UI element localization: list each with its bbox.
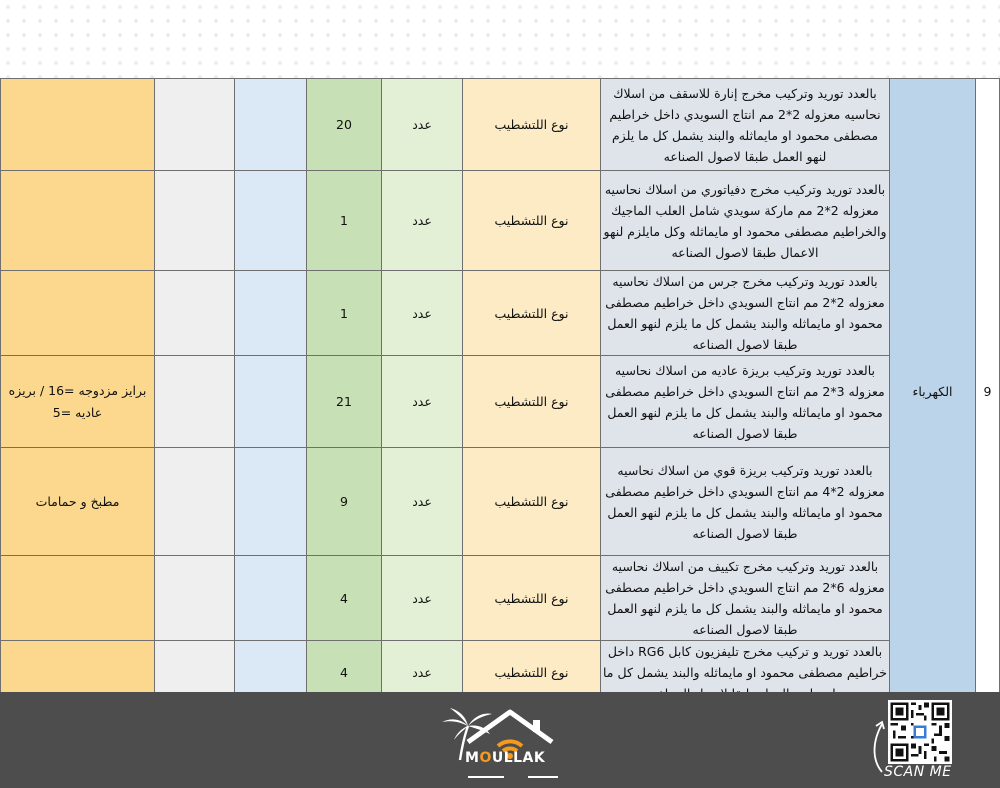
item-number-cell: 9 bbox=[976, 79, 1000, 705]
notes-cell bbox=[1, 171, 155, 271]
table-row bbox=[1, 79, 1000, 171]
price-cell bbox=[235, 79, 307, 171]
total-cell bbox=[155, 556, 235, 641]
finish-type-cell: نوع اللتشطيب bbox=[463, 556, 601, 641]
notes-cell bbox=[1, 271, 155, 356]
unit-cell: عدد bbox=[382, 556, 463, 641]
description-cell: بالعدد توريد وتركيب مخرج إنارة للاسقف من اسلاك نحاسيه معزوله 2*2 مم انتاج السويدي داخل خراطيم مصطفى محمود او مايماثله والبند يشمل كل ما يلزم لنهو العمل طبقا لاصول الصناعه bbox=[601, 79, 890, 171]
finish-type-cell: نوع اللتشطيب bbox=[463, 79, 601, 171]
price-cell bbox=[235, 271, 307, 356]
table-row bbox=[1, 171, 1000, 271]
brand-first-letter: M bbox=[465, 750, 480, 766]
scan-me-label: SCAN ME bbox=[884, 764, 952, 780]
description-cell: بالعدد توريد و تركيب مخرج تليفزيون كابل RG6 داخل خراطيم مصطفى محمود او مايماثله والبند يشمل كل ما bbox=[601, 641, 890, 705]
notes-cell: برايز مزدوجه =16 / بريزه عاديه =5 bbox=[1, 356, 155, 448]
quantity-cell: 4 bbox=[307, 556, 382, 641]
total-cell bbox=[155, 271, 235, 356]
price-cell bbox=[235, 171, 307, 271]
unit-cell: عدد bbox=[382, 271, 463, 356]
footer-bar bbox=[0, 692, 1000, 788]
quantity-cell: 4 bbox=[307, 641, 382, 705]
finish-type-cell: نوع اللتشطيب bbox=[463, 356, 601, 448]
table-row bbox=[1, 556, 1000, 641]
unit-cell: عدد bbox=[382, 356, 463, 448]
total-cell bbox=[155, 171, 235, 271]
brand-accent-letter: O bbox=[479, 750, 492, 766]
finish-type-cell: نوع اللتشطيب bbox=[463, 641, 601, 705]
description-cell: بالعدد توريد وتركيب مخرج دفياتوري من اسلاك نحاسيه معزوله 2*2 مم ماركة سويدي شامل العلب الماجيك والخراطيم مصطفى محمود او مايماثله وكل مايلزم لنهو الاعمال طبقا لاصول الصناعه bbox=[601, 171, 890, 271]
notes-cell bbox=[1, 556, 155, 641]
moullak-logo-icon bbox=[438, 702, 568, 782]
quantity-cell: 9 bbox=[307, 448, 382, 556]
unit-cell: عدد bbox=[382, 79, 463, 171]
qr-code-icon[interactable] bbox=[888, 700, 952, 764]
price-cell bbox=[235, 356, 307, 448]
unit-cell: عدد bbox=[382, 641, 463, 705]
description-cell: بالعدد توريد وتركيب بريزة قوي من اسلاك نحاسيه معزوله 2*4 مم انتاج السويدي داخل خراطيم مصطفى محمود او مايماثله والبند يشمل كل ما يلزم لنهو العمل طبقا لاصول الصناعه bbox=[601, 448, 890, 556]
dotted-header-pattern bbox=[0, 0, 1000, 78]
total-cell bbox=[155, 356, 235, 448]
finish-type-cell: نوع اللتشطيب bbox=[463, 171, 601, 271]
finish-type-cell: نوع اللتشطيب bbox=[463, 271, 601, 356]
unit-cell: عدد bbox=[382, 448, 463, 556]
quantity-cell: 1 bbox=[307, 271, 382, 356]
brand-rest: ULLAK bbox=[491, 750, 546, 766]
total-cell bbox=[155, 448, 235, 556]
description-cell: بالعدد توريد وتركيب مخرج تكييف من اسلاك نحاسيه معزوله 6*2 مم انتاج السويدي داخل خراطيم مصطفى محمود او مايماثله والبند يشمل كل ما يلزم لنهو العمل طبقا لاصول الصناعه bbox=[601, 556, 890, 641]
total-cell bbox=[155, 79, 235, 171]
table-row bbox=[1, 356, 1000, 448]
price-cell bbox=[235, 556, 307, 641]
finish-type-cell: نوع اللتشطيب bbox=[463, 448, 601, 556]
quantity-cell: 20 bbox=[307, 79, 382, 171]
quantity-cell: 1 bbox=[307, 171, 382, 271]
boq-table bbox=[0, 78, 1000, 705]
description-cell: بالعدد توريد وتركيب بريزة عاديه من اسلاك نحاسيه معزوله 3*2 مم انتاج السويدي داخل خراطيم مصطفى محمود او مايماثله والبند يشمل كل ما يلزم لنهو العمل طبقا لاصول الصناعه bbox=[601, 356, 890, 448]
section-cell: الكهرباء bbox=[890, 79, 976, 705]
price-cell bbox=[235, 448, 307, 556]
notes-cell: مطبخ و حمامات bbox=[1, 448, 155, 556]
quantity-cell: 21 bbox=[307, 356, 382, 448]
description-cell: بالعدد توريد وتركيب مخرج جرس من اسلاك نحاسيه معزوله 2*2 مم انتاج السويدي داخل خراطيم مصطفى محمود او مايماثله والبند يشمل كل ما يلزم لنهو العمل طبقا لاصول الصناعه bbox=[601, 271, 890, 356]
brand-name bbox=[465, 750, 545, 766]
table-row bbox=[1, 448, 1000, 556]
notes-cell bbox=[1, 79, 155, 171]
unit-cell: عدد bbox=[382, 171, 463, 271]
table-row bbox=[1, 271, 1000, 356]
